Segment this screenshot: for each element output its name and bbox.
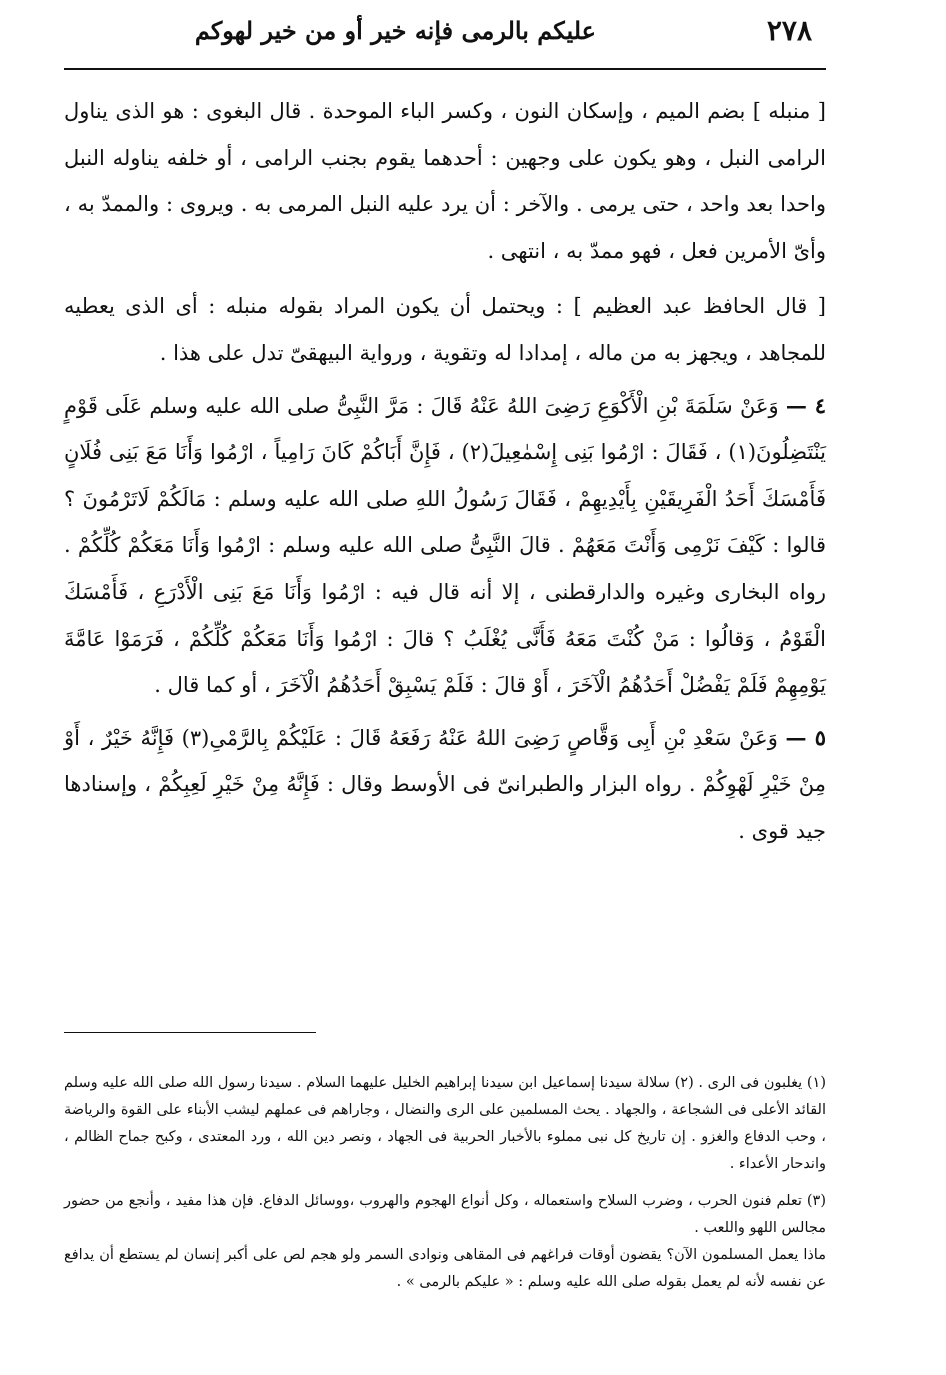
main-text [64,88,826,855]
header-rule [64,68,826,70]
footnote-3: (٣) تعلم فنون الحرب ، وضرب السلاح واستعماله ، وكل أنواع الهجوم والهروب ،ووسائل الدفاع. فإن هذا مفيد ، وأنجع من حضور مجالس اللهو واللعب . [64,1193,826,1236]
footnote-1-2: (١) يغلبون فى الرى . (٢) سلالة سيدنا إسماعيل ابن سيدنا إبراهيم الخليل عليهما السلام . سيدنا رسول الله صلى الله عليه وسلم القائد الأعلى فى الشجاعة ، والجهاد . يحث المسلمين على الرى والنضال ، وجاراهم فى عملهم ليشب الأبناء على القوة والرياضة ، وحب الدفاع والغزو . إن تاريخ كل نبى مملوء بالأخبار الحربية فى الجهاد ، ونصر دين الله ، ورد المعتدى ، وكبح جماح الظالم ، واندحار الأعداء . [64,1075,826,1172]
running-title: عليكم بالرمى فإنه خير أو من خير لهوكم [194,16,596,45]
hadith-text: وَعَنْ سَعْدِ بْنِ أَبِى وَقَّاصٍ رَضِىَ اللهُ عَنْهُ رَفَعَهُ قَالَ : عَلَيْكُمْ بِالرَّمْىِ(٣) فَإِنَّهُ خَيْرٌ ، أَوْ مِنْ خَيْرِ لَهْوِكُمْ . رواه البزار والطبرانىّ فى الأوسط وقال : فَإِنَّهُ مِنْ خَيْرِ لَعِبِكُمْ ، وإسنادها جيد قوى . [64,725,826,843]
hadith-number: ٥ — [785,724,826,750]
hadith-text: وَعَنْ سَلَمَةَ بْنِ الْأَكْوَعِ رَضِىَ اللهُ عَنْهُ قَالَ : مَرَّ النَّبِىُّ صلى الله عليه وسلم عَلَى قَوْمٍ يَنْتَضِلُونَ(١) ، فَقَالَ : ارْمُوا بَنِى إِسْمٰعِيلَ(٢) ، فَإِنَّ أَبَاكُمْ كَانَ رَامِياً ، ارْمُوا وَأَنَا مَعَ بَنِى فُلَانٍ فَأَمْسَكَ أَحَدُ الْفَرِيقَيْنِ بِأَيْدِيهِمْ ، فَقَالَ رَسُولُ اللهِ صلى الله عليه وسلم : مَالَكُمْ لَاتَرْمُونَ ؟ قالوا : كَيْفَ نَرْمِى وَأَنْتَ مَعَهُمْ . قالَ النَّبِىُّ صلى الله عليه وسلم : ارْمُوا وَأَنَا مَعَكُمْ كُلِّكُمْ . رواه البخارى وغيره والدارقطنى ، إلا أنه قال فيه : ارْمُوا وَأَنَا مَعَ بَنِى الْأَدْرَعِ ، فَأَمْسَكَ الْقَوْمُ ، وَقالُوا : مَنْ كُنْتَ مَعَهُ فَأَنَّى يُغْلَبُ ؟ قالَ : ارْمُوا وَأَنَا مَعَكُمْ كُلِّكُمْ ، فَرَمَوْا عَامَّةَ يَوْمِهِمْ فَلَمْ يَفْضُلْ أَحَدُهُمُ الْآخَرَ ، أَوْ قالَ : فَلَمْ يَسْبِقْ أَحَدُهُمُ الْآخَرَ ، أو كما قال . [64,393,826,698]
paragraph-explanation: [ منبله ] بضم الميم ، وإسكان النون ، وكسر الباء الموحدة . قال البغوى : هو الذى يناول الرامى النبل ، وهو يكون على وجهين : أحدهما يقوم بجنب الرامى ، أو خلفه يناوله النبل واحدا بعد واحد ، حتى يرمى . والآخر : أن يرد عليه النبل المرمى به . ويروى : والممدّ به ، وأىّ الأمرين فعل ، فهو ممدّ به ، انتهى . [64,99,826,263]
hadith-4 [64,383,826,709]
hadith-5 [64,715,826,855]
paragraph-hafiz-note: [ قال الحافظ عبد العظيم ] : ويحتمل أن يكون المراد بقوله منبله : أى الذى يعطيه للمجاهد ، ويجهز به من ماله ، إمدادا له وتقوية ، ورواية البيهقىّ تدل على هذا . [64,294,826,365]
page-header [64,12,826,58]
footnotes [64,1070,826,1296]
hadith-number: ٤ — [785,392,827,418]
footnote-commentary: ماذا يعمل المسلمون الآن؟ يقضون أوقات فراغهم فى المقاهى ونوادى السمر ولو هجم لص على أكبر إنسان لم يستطع أن يدافع عن نفسه لأنه لم يعمل بقوله صلى الله عليه وسلم : « عليكم بالرمى » . [64,1247,826,1290]
footnote-rule [64,1032,316,1033]
book-page [64,0,826,1375]
page-number: ٢٧٨ [766,14,812,47]
